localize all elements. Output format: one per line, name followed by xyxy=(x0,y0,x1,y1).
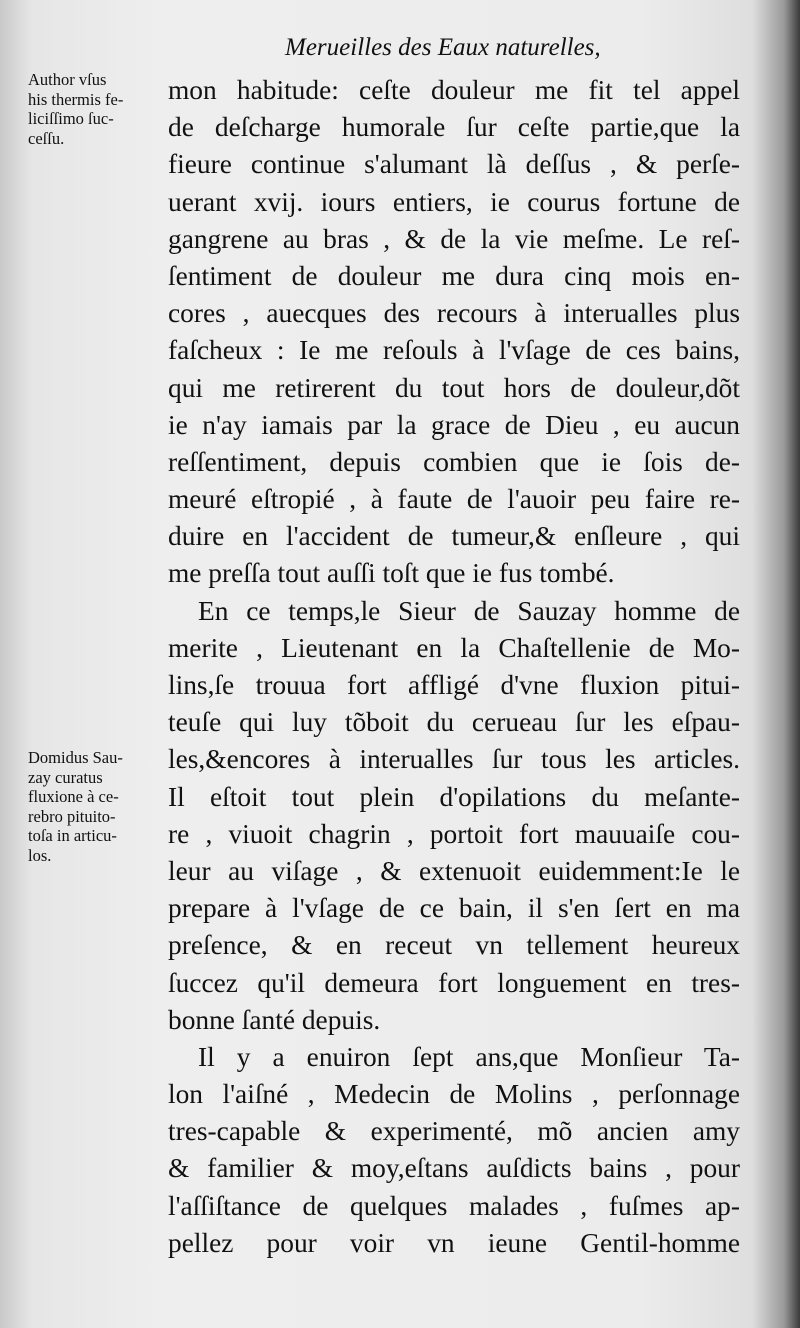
text-line: les,&encores à interualles ſur tous les articles. xyxy=(168,744,740,775)
text-line: Il y a enuiron ſept ans,que Monſieur Ta- xyxy=(198,1041,740,1072)
text-line: gangrene au bras , & de la vie meſme. Le reſ- xyxy=(168,223,740,254)
running-head: Merueilles des Eaux naturelles, xyxy=(285,34,601,61)
marginal-note-line: his thermis fe- xyxy=(28,89,124,109)
text-line: ie n'ay iamais par la grace de Dieu , eu aucun xyxy=(168,409,740,440)
text-line: preſence, & en receut vn tellement heureux xyxy=(168,930,740,961)
text-line: fieure continue s'alumant là deſſus , & perſe- xyxy=(168,149,740,180)
text-line: re , viuoit chagrin , portoit fort mauuaiſe cou- xyxy=(168,818,740,849)
text-line: En ce temps,le Sieur de Sauzay homme de xyxy=(198,595,740,626)
body-text xyxy=(168,72,740,1262)
text-line: uerant xvij. iours entiers, ie courus fortune de xyxy=(168,186,740,217)
marginal-note-line: Author vſus xyxy=(28,70,107,89)
marginal-note-line: los. xyxy=(28,845,52,865)
text-line: prepare à l'vſage de ce bain, il s'en ſert en ma xyxy=(168,893,740,924)
text-line: Il eſtoit tout plein d'opilations du meſante- xyxy=(168,781,740,812)
text-line: cores , auecques des recours à interualles plus xyxy=(168,298,740,329)
marginal-note-line: ceſſu. xyxy=(28,128,65,148)
text-line: merite , Lieutenant en la Chaſtellenie de Mo- xyxy=(168,632,740,663)
text-line: ſentiment de douleur me dura cinq mois en- xyxy=(168,260,740,291)
marginal-note-line: fluxione à ce- xyxy=(28,787,119,806)
marginal-note-line: liciſſimo ſuc- xyxy=(28,109,114,128)
text-line: reſſentiment, depuis combien que ie ſois de- xyxy=(168,446,740,477)
text-line: qui me retirerent du tout hors de douleur,dõt xyxy=(168,372,740,403)
text-line: teuſe qui luy tõboit du cerueau ſur les eſpau- xyxy=(168,707,740,738)
marginal-note-line: rebro pituito- xyxy=(28,806,116,826)
marginal-note-line: Domidus Sau- xyxy=(28,748,123,767)
text-line: bonne ſanté depuis. xyxy=(168,1004,381,1035)
text-line: me preſſa tout auſſi toſt que ie fus tombé. xyxy=(168,558,615,589)
text-line: ſuccez qu'il demeura fort longuement en tres- xyxy=(168,967,740,998)
text-line: de deſcharge humorale ſur ceſte partie,que la xyxy=(168,112,740,143)
text-line: faſcheux : Ie me reſouls à l'vſage de ces bains, xyxy=(168,335,740,366)
text-line: lon l'aiſné , Medecin de Molins , perſonnage xyxy=(168,1079,740,1110)
text-line: pellez pour voir vn ieune Gentil-homme xyxy=(168,1227,740,1258)
text-line: duire en l'accident de tumeur,& enſleure , qui xyxy=(168,521,740,552)
marginal-note xyxy=(28,70,168,148)
text-line: & familier & moy,eſtans auſdicts bains , pour xyxy=(168,1153,740,1184)
text-line: l'aſſiſtance de quelques malades , fuſmes ap- xyxy=(168,1190,740,1221)
marginal-note xyxy=(28,748,168,865)
text-line: leur au viſage , & extenuoit euidemment:Ie le xyxy=(168,855,740,886)
text-line: meuré eſtropié , à faute de l'auoir peu faire re- xyxy=(168,484,740,515)
marginal-note-line: zay curatus xyxy=(28,767,103,787)
marginal-note-line: toſa in articu- xyxy=(28,826,117,845)
text-line: lins,ſe trouua fort affligé d'vne fluxion pitui- xyxy=(168,670,740,700)
text-line: mon habitude: ceſte douleur me fit tel appel xyxy=(168,75,740,105)
text-line: tres-capable & experimenté, mõ ancien amy xyxy=(168,1116,740,1147)
